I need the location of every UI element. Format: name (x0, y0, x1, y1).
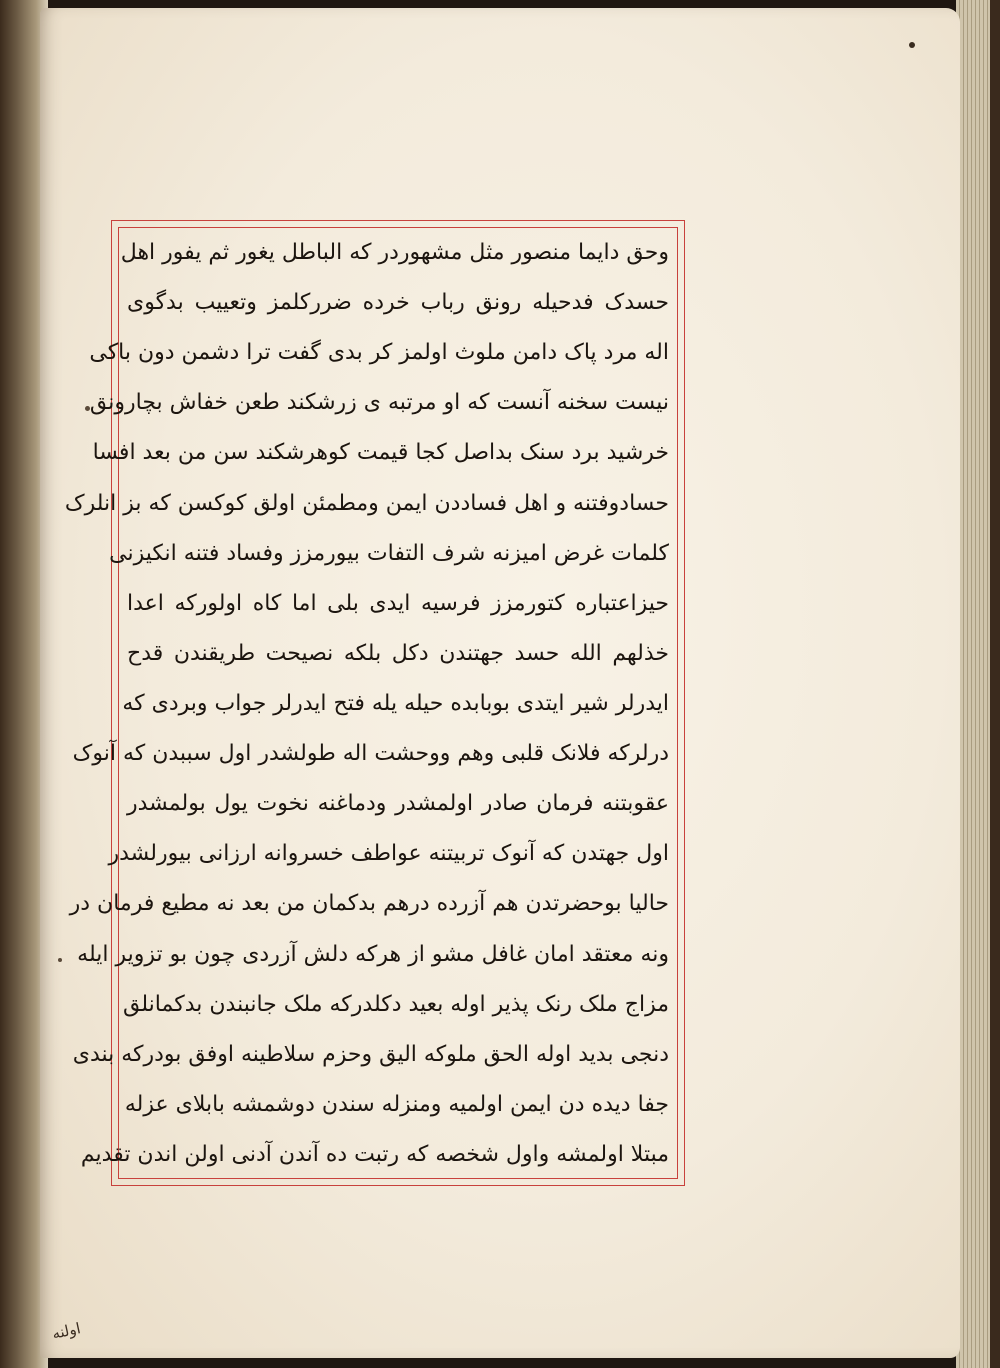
text-line: خذلهم الله حسد جهتندن دکل بلکه نصیحت طریقندن قدح (127, 640, 669, 666)
page-edges (956, 0, 1000, 1368)
ink-speck (58, 958, 62, 962)
text-block (64, 238, 669, 1170)
text-line: اول جهتدن که آنوک تربیتنه عواطف خسروانه ارزانی بیورلشدر (108, 841, 669, 867)
text-line: نیست سخنه آنست که او مرتبه ی زرشکند طعن خفاش بچارونق (89, 390, 669, 416)
ink-speck (909, 42, 915, 48)
text-line: حسادوفتنه و اهل فساددن ایمن ومطمئن اولق کوکسن که بز انلرک (64, 490, 669, 516)
text-frame-inner-rule (64, 227, 678, 1179)
text-line: حالیا بوحضرتدن هم آزرده درهم بدکمان من بعد نه مطیع فرمان در (69, 891, 669, 917)
text-line: اله مرد پاک دامن ملوث اولمز کر بدی گفت ترا دشمن دون باکی (89, 340, 669, 366)
text-line: وحق دایما منصور مثل مشهوردر که الباطل یغور ثم یفور اهل (120, 240, 669, 265)
text-line: کلمات غرض امیزنه شرف التفات بیورمزز وفساد فتنه انکیزنی (109, 540, 669, 566)
text-line: جفا دیده دن ایمن اولمیه ومنزله سندن دوشمشه بابلای عزله (124, 1091, 669, 1117)
text-line: دنجی بدید اوله الحق ملوکه الیق وحزم سلاطینه اوفق بودرکه بندی (72, 1041, 669, 1067)
text-line: ونه معتقد امان غافل مشو از هرکه دلش آزردی چون بو تزویر ایله (77, 941, 669, 967)
text-line: حسدک فدحیله رونق رباب خرده ضررکلمز وتعییب بدگوی (127, 290, 669, 316)
text-line: ایدرلر شیر ایتدی بوبابده حیله یله فتح ایدرلر جواب وبردی که (122, 690, 669, 716)
text-line: مبتلا اولمشه واول شخصه که رتبت ده آندن آدنی اولن اندن تقدیم (80, 1141, 669, 1167)
text-frame (64, 220, 685, 1186)
text-line: حیزاعتباره کتورمزز فرسیه ایدی بلی اما کاه اولورکه اعدا (127, 590, 669, 616)
text-line: عقوبتنه فرمان صادر اولمشدر ودماغنه نخوت یول بولمشدر (127, 791, 669, 817)
catchword: اولنه (50, 1319, 83, 1343)
text-line: مزاج ملک رنک پذیر اوله بعید دکلدرکه ملک جانبندن بدکمانلق (123, 991, 669, 1017)
text-line: درلرکه فلانک قلبی وهم ووحشت اله طولشدر اول سببدن که آنوک (72, 741, 669, 767)
text-line: خرشید برد سنک بداصل کجا قیمت کوهرشکند سن من بعد افسا (92, 440, 669, 466)
